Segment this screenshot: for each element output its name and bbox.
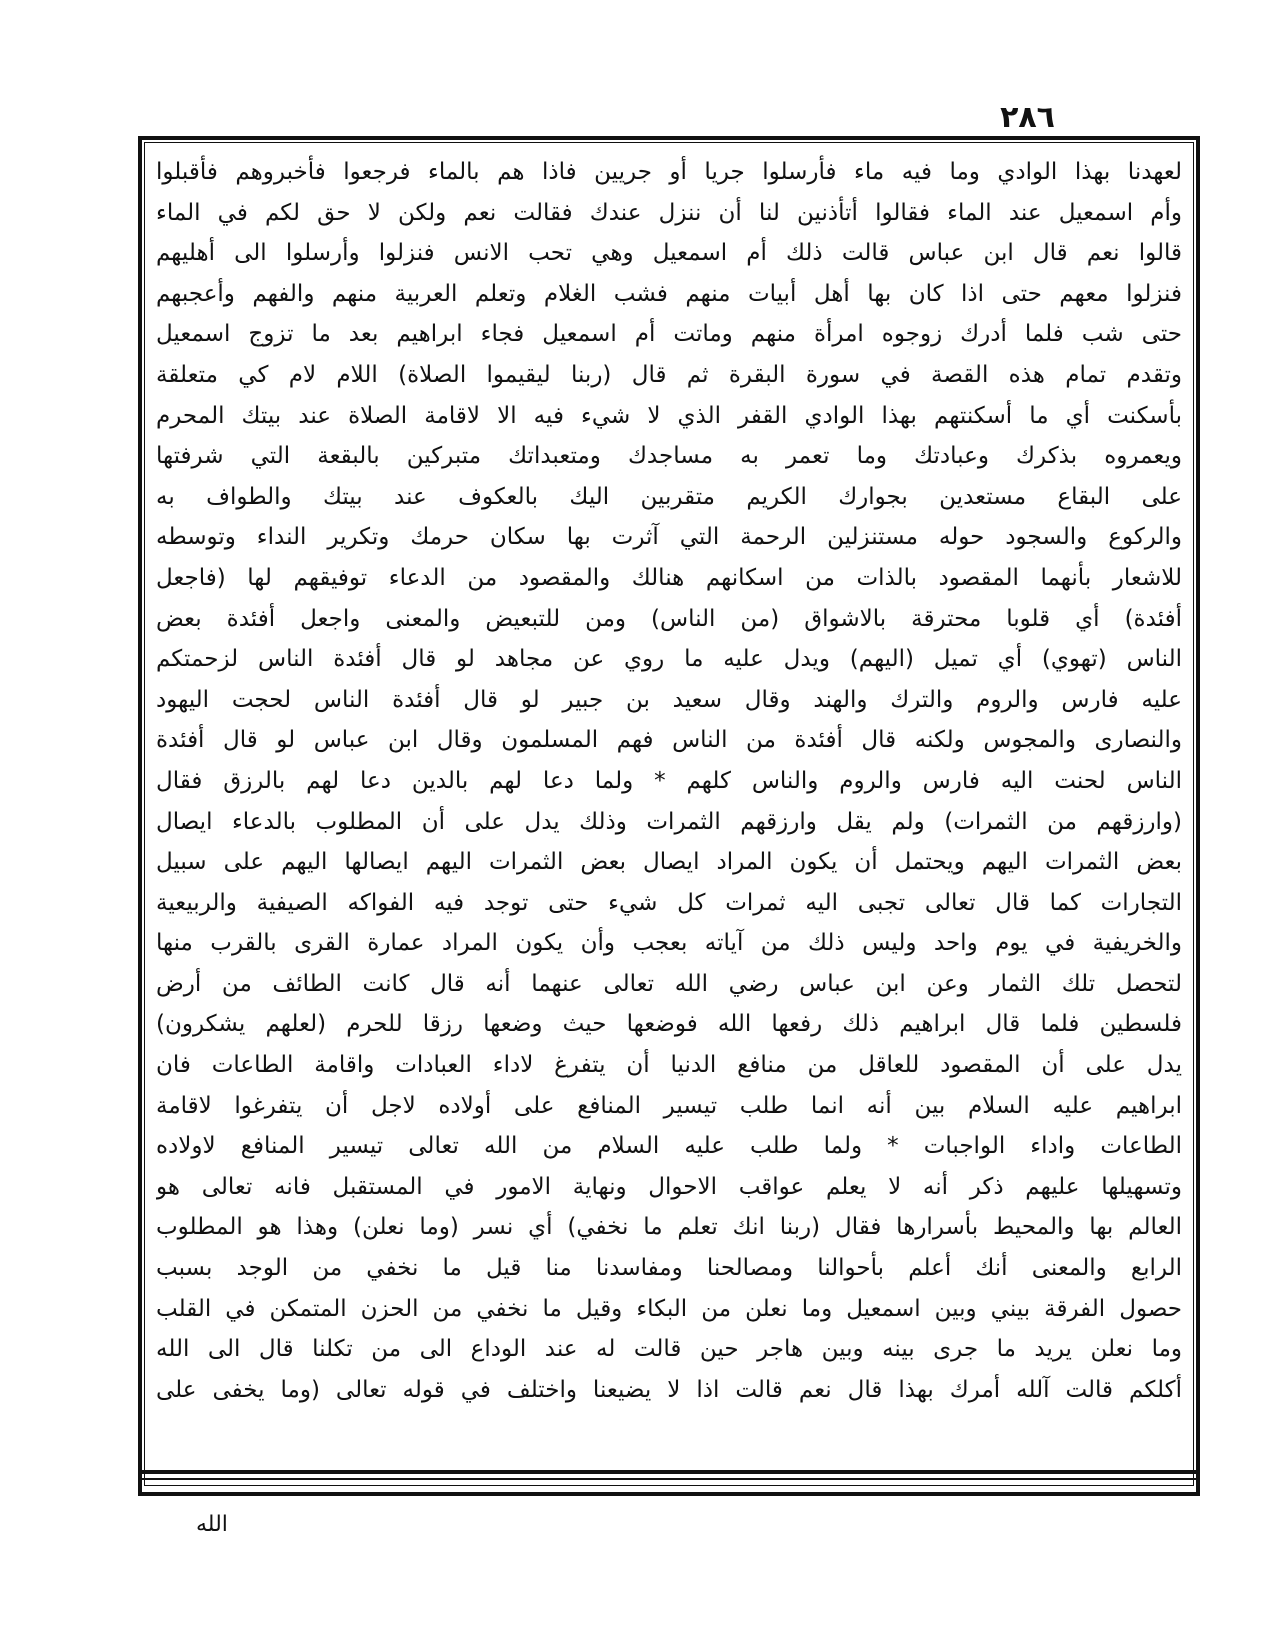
text-line: يدل على أن المقصود للعاقل من منافع الدنيا أن يتفرغ لاداء العبادات واقامة الطاعات فان (156, 1052, 1182, 1079)
text-line: ابراهيم عليه السلام بين أنه انما طلب تيسير المنافع على أولاده لاجل أن يتفرغوا لاقامة (156, 1092, 1182, 1119)
catchword: الله (196, 1512, 228, 1537)
text-line: والركوع والسجود حوله مستنزلين الرحمة التي آثرت بها سكان حرمك وتكرير النداء وتوسطه (156, 524, 1182, 551)
text-line: وتسهيلها عليهم ذكر أنه لا يعلم عواقب الاحوال ونهاية الامور في المستقبل فانه تعالى هو (156, 1173, 1182, 1200)
text-line: وأم اسمعيل عند الماء فقالوا أتأذنين لنا أن ننزل عندك فقالت نعم ولكن لا حق لكم في الماء (156, 199, 1182, 226)
text-line: والخريفية في يوم واحد وليس ذلك من آياته بعجب وأن يكون المراد عمارة القرى بالقرب منها (156, 930, 1182, 957)
text-line: أكلكم قالت آلله أمرك بهذا قال نعم قالت اذا لا يضيعنا واختلف في قوله تعالى (وما يخفى على (156, 1376, 1182, 1403)
text-line: على البقاع مستعدين بجوارك الكريم متقربين اليك بالعكوف عند بيتك والطواف به (156, 483, 1182, 510)
text-line: بأسكنت أي ما أسكنتهم بهذا الوادي القفر الذي لا شيء فيه الا لاقامة الصلاة عند بيتك المحرم (156, 402, 1182, 429)
page-number: ٢٨٦ (1000, 100, 1055, 135)
text-line: الناس لحنت اليه فارس والروم والناس كلهم * ولما دعا لهم بالدين دعا لهم بالرزق فقال (156, 767, 1182, 794)
text-line: حتى شب فلما أدرك زوجوه امرأة منهم وماتت أم اسمعيل فجاء ابراهيم بعد ما تزوج اسمعيل (156, 321, 1182, 348)
text-line: والنصارى والمجوس ولكنه قال أفئدة من الناس فهم المسلمون وقال ابن عباس لو قال أفئدة (156, 727, 1182, 754)
text-line: الطاعات واداء الواجبات * ولما طلب عليه السلام من الله تعالى تيسير المنافع لاولاده (156, 1133, 1182, 1160)
text-line: حصول الفرقة بيني وبين اسمعيل وما نعلن من البكاء وقيل ما نخفي من الحزن المتمكن في القلب (156, 1295, 1182, 1322)
text-block (156, 152, 1182, 1472)
text-line: العالم بها والمحيط بأسرارها فقال (ربنا انك تعلم ما نخفي) أي نسر (وما نعلن) وهذا هو المطلوب (156, 1214, 1182, 1241)
text-line: ويعمروه بذكرك وعبادتك وما تعمر به مساجدك ومتعبداتك متبركين بالبقعة التي شرفتها (156, 443, 1182, 470)
text-line: للاشعار بأنهما المقصود بالذات من اسكانهم هنالك والمقصود من الدعاء توفيقهم لها (فاجعل (156, 564, 1182, 591)
text-line: قالوا نعم قال ابن عباس قالت ذلك أم اسمعيل وهي تحب الانس فنزلوا وأرسلوا الى أهليهم (156, 240, 1182, 267)
text-line: وتقدم تمام هذه القصة في سورة البقرة ثم قال (ربنا ليقيموا الصلاة) اللام لام كي متعلقة (156, 361, 1182, 388)
text-line: وما نعلن يريد ما جرى بينه وبين هاجر حين قالت له عند الوداع الى من تكلنا قال الى الله (156, 1336, 1182, 1363)
text-line: التجارات كما قال تعالى تجبى اليه ثمرات كل شيء حتى توجد فيه الفواكه الصيفية والربيعية (156, 889, 1182, 916)
text-line: لتحصل تلك الثمار وعن ابن عباس رضي الله تعالى عنهما أنه قال كانت الطائف من أرض (156, 970, 1182, 997)
text-line: عليه فارس والروم والترك والهند وقال سعيد بن جبير لو قال أفئدة الناس لحجت اليهود (156, 686, 1182, 713)
text-line: بعض الثمرات اليهم ويحتمل أن يكون المراد ايصال بعض الثمرات اليهم ايصالها اليهم على سبيل (156, 849, 1182, 876)
text-line: لعهدنا بهذا الوادي وما فيه ماء فأرسلوا جريا أو جريين فاذا هم بالماء فرجعوا فأخبروهم فأقبلوا (156, 159, 1182, 185)
text-line: فنزلوا معهم حتى اذا كان بها أهل أبيات منهم فشب الغلام وتعلم العربية منهم والفهم وأعجبهم (156, 280, 1182, 307)
text-line: الناس (تهوي) أي تميل (اليهم) ويدل عليه ما روي عن مجاهد لو قال أفئدة الناس لزحمتكم (156, 646, 1182, 673)
bottom-rule-thin (138, 1478, 1200, 1480)
text-line: فلسطين فلما قال ابراهيم ذلك رفعها الله فوضعها حيث وضعها رزقا للحرم (لعلهم يشكرون) (156, 1011, 1182, 1038)
text-line: أفئدة) أي قلوبا محترقة بالاشواق (من الناس) ومن للتبعيض والمعنى واجعل أفئدة بعض (156, 605, 1182, 632)
text-line: (وارزقهم من الثمرات) ولم يقل وارزقهم الثمرات وذلك يدل على أن المطلوب بالدعاء ايصال (156, 808, 1182, 835)
text-line: الرابع والمعنى أنك أعلم بأحوالنا ومصالحنا ومفاسدنا منا قيل ما نخفي من الوجد بسبب (156, 1255, 1182, 1282)
